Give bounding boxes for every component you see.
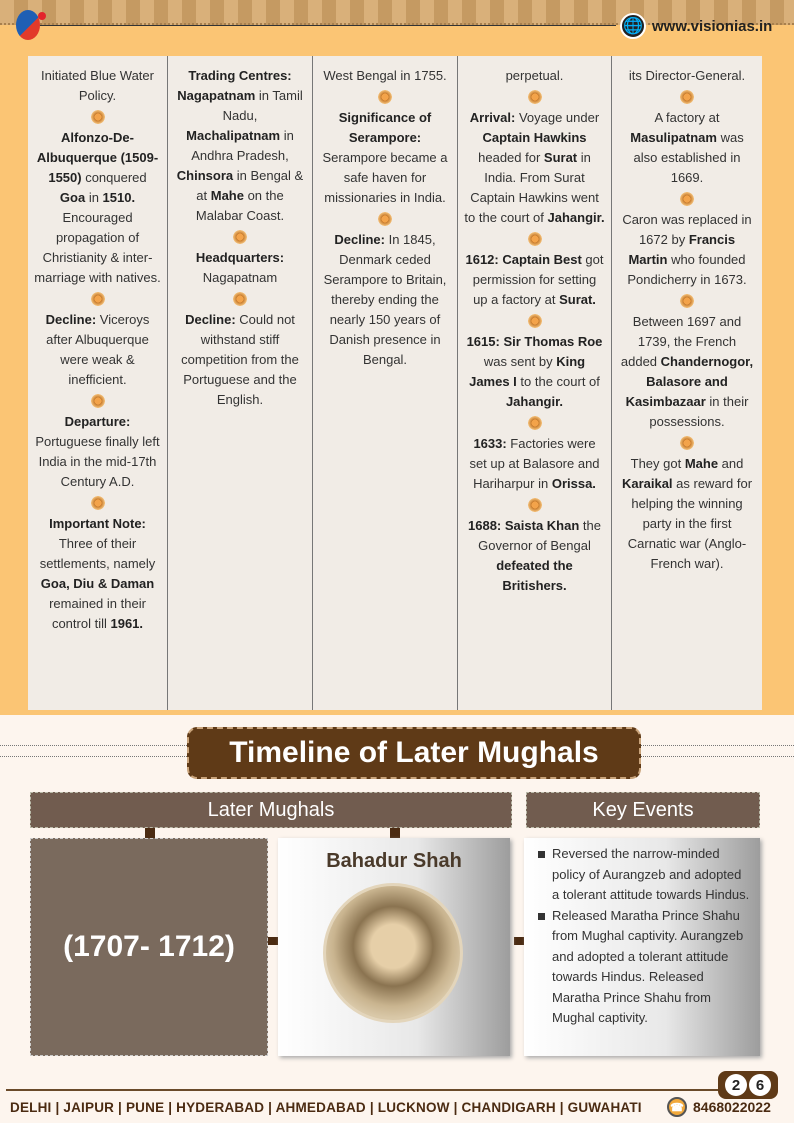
column-paragraph <box>464 516 605 596</box>
bold-text: Francis Martin <box>628 232 736 267</box>
bold-text: Important Note: <box>49 516 146 531</box>
key-events-header: Key Events <box>526 792 760 828</box>
city-list: DELHI | JAIPUR | PUNE | HYDERABAD | AHMEDABAD | LUCKNOW | CHANDIGARH | GUWAHATI <box>10 1100 642 1115</box>
ornament-icon <box>679 89 695 105</box>
ornament-icon <box>90 291 106 307</box>
column-paragraph <box>34 128 161 288</box>
text: In 1845, Denmark ceded Serampore to Britain, thereby ending the nearly 150 years of Danish presence in Bengal. <box>323 232 447 367</box>
ornament-icon <box>527 89 543 105</box>
ornament-icon <box>377 89 393 105</box>
column-french <box>612 56 762 710</box>
dotted-divider-right <box>641 745 794 757</box>
key-events-card <box>524 838 760 1056</box>
text: got permission for setting up a factory at <box>472 252 604 307</box>
connector <box>145 828 155 838</box>
bold-text: Karaikal <box>621 476 673 491</box>
column-paragraph <box>34 514 161 634</box>
ornament-icon <box>90 495 106 511</box>
header-rule <box>36 25 616 26</box>
text: perpetual. <box>505 68 564 83</box>
column-paragraph <box>464 66 605 86</box>
bold-text: Alfonzo-De-Albuquerque (1509-1550) <box>36 130 159 185</box>
text: Between 1697 and 1739, the French added <box>620 314 742 369</box>
bold-text: 1615: Sir Thomas Roe <box>466 334 603 349</box>
bold-text: Mahe <box>210 188 244 203</box>
bold-text: Mahe <box>684 456 719 471</box>
text: in their possessions. <box>649 394 749 429</box>
footer-rule <box>6 1089 726 1091</box>
bold-text: Orissa. <box>551 476 596 491</box>
section-title: Timeline of Later Mughals <box>187 727 641 779</box>
connector <box>514 937 524 945</box>
content-columns <box>28 56 762 710</box>
column-paragraph <box>618 66 756 86</box>
bold-text: Jahangir. <box>505 394 564 409</box>
bold-text: Decline: <box>334 232 385 247</box>
column-paragraph <box>618 312 756 432</box>
ornament-icon <box>527 313 543 329</box>
page-digit: 6 <box>749 1074 771 1096</box>
connector <box>390 828 400 838</box>
text: conquered <box>81 170 147 185</box>
text: Could not withstand stiff competition from the Portuguese and the English. <box>181 312 299 407</box>
event-item: Released Maratha Prince Shahu from Mughal captivity. Aurangzeb and adopted a tolerant attitude towards Hindus. Released Maratha Prince Shahu from Mughal captivity. <box>538 906 750 1029</box>
column-dutch <box>168 56 313 710</box>
events-list <box>524 838 760 1029</box>
connector <box>268 937 278 945</box>
text: headed for <box>478 150 544 165</box>
column-english <box>458 56 612 710</box>
bold-text: 1961. <box>110 616 144 631</box>
text: to the court of <box>516 374 600 389</box>
text: the Governor of Bengal <box>478 518 601 553</box>
column-paragraph <box>464 108 605 228</box>
column-paragraph <box>464 434 605 494</box>
text: Encouraged propagation of Christianity & inter-marriage with natives. <box>34 210 161 285</box>
text: in Andhra Pradesh, <box>191 128 294 163</box>
bold-text: defeated the Britishers. <box>496 558 573 593</box>
text: its Director-General. <box>628 68 746 83</box>
website-link[interactable] <box>620 13 772 39</box>
ornament-icon <box>679 435 695 451</box>
text: in Tamil Nadu, <box>222 88 303 123</box>
text: Factories were set up at Balasore and Hariharpur in <box>469 436 600 491</box>
bold-text: Decline: <box>185 312 236 327</box>
column-paragraph <box>34 66 161 106</box>
text: Nagapatnam <box>202 270 278 285</box>
bold-text: King James I <box>469 354 586 389</box>
text: They got <box>630 456 685 471</box>
bold-text: Trading Centres: Nagapatnam <box>177 68 292 103</box>
column-paragraph <box>319 108 451 208</box>
column-paragraph <box>618 108 756 188</box>
bold-text: 1688: Saista Khan <box>468 518 580 533</box>
bold-text: Machalipatnam <box>186 128 281 143</box>
ornament-icon <box>679 293 695 309</box>
page-digit: 2 <box>725 1074 747 1096</box>
ornament-icon <box>232 229 248 245</box>
bold-text: Chinsora <box>176 168 234 183</box>
text: Caron was replaced in 1672 by <box>622 212 752 247</box>
column-paragraph <box>174 248 306 288</box>
text: Initiated Blue Water Policy. <box>41 68 154 103</box>
bold-text: 1633: <box>473 436 507 451</box>
ornament-icon <box>377 211 393 227</box>
dotted-divider-left <box>0 745 187 757</box>
bold-text: Goa, Diu & Daman <box>40 576 155 591</box>
website-text: www.visionias.in <box>652 17 773 35</box>
column-paragraph <box>618 210 756 290</box>
ruler-name: Bahadur Shah <box>326 850 462 872</box>
text: in Bengal & at <box>196 168 304 203</box>
bold-text: Surat. <box>559 292 596 307</box>
ornament-icon <box>90 109 106 125</box>
text: A factory at <box>654 110 720 125</box>
text: was sent by <box>483 354 557 369</box>
column-paragraph <box>34 412 161 492</box>
column-paragraph <box>618 454 756 574</box>
ornament-icon <box>527 231 543 247</box>
text: Three of their settlements, namely <box>39 536 156 571</box>
bold-text: Departure: <box>64 414 131 429</box>
bold-text: Significance of Serampore: <box>338 110 432 145</box>
column-paragraph <box>174 66 306 226</box>
bold-text: 1612: Captain Best <box>465 252 582 267</box>
text: Viceroys after Albuquerque were weak & inefficient. <box>46 312 150 387</box>
ruler-portrait <box>323 883 463 1023</box>
bold-text: Headquarters: <box>195 250 285 265</box>
text: in India. From Surat Captain Hawkins went to the court of <box>464 150 599 225</box>
phone-contact[interactable] <box>667 1097 771 1117</box>
column-portuguese <box>28 56 168 710</box>
bold-text: Goa <box>59 190 86 205</box>
ornament-icon <box>232 291 248 307</box>
column-paragraph <box>319 230 451 370</box>
bold-text: Chandernogor, Balasore and Kasimbazaar <box>625 354 754 409</box>
ruler-card <box>278 838 510 1056</box>
page-number <box>718 1071 778 1099</box>
logo-dot <box>38 12 46 20</box>
ornament-icon <box>527 497 543 513</box>
column-paragraph <box>174 310 306 410</box>
text: who founded Pondicherry in 1673. <box>627 252 747 287</box>
event-item: Reversed the narrow-minded policy of Aurangzeb and adopted a tolerant attitude towards Hindus. <box>538 844 750 906</box>
column-paragraph <box>464 332 605 412</box>
bold-text: Surat <box>543 150 578 165</box>
column-danish <box>313 56 458 710</box>
bold-text: Jahangir. <box>547 210 605 225</box>
text: West Bengal in 1755. <box>323 68 447 83</box>
phone-number: 8468022022 <box>693 1099 771 1115</box>
globe-icon: 🌐 <box>620 13 646 39</box>
phone-icon: ☎ <box>667 1097 687 1117</box>
bold-text: Decline: <box>45 312 97 327</box>
text: and <box>718 456 744 471</box>
bold-text: Arrival: <box>469 110 516 125</box>
text: as reward for helping the winning party in the first Carnatic war (Anglo-French war). <box>627 476 753 571</box>
bold-text: 1510. <box>102 190 136 205</box>
bold-text: Captain Hawkins <box>482 130 587 145</box>
later-mughals-header: Later Mughals <box>30 792 512 828</box>
text: was also established in 1669. <box>633 130 744 185</box>
bold-text: Masulipatnam <box>630 130 717 145</box>
vision-logo <box>16 10 40 40</box>
ornament-icon <box>527 415 543 431</box>
text: Serampore became a safe haven for missionaries in India. <box>322 150 448 205</box>
text: in <box>85 190 103 205</box>
column-paragraph <box>464 250 605 310</box>
text: Portuguese finally left India in the mid-17th Century A.D. <box>35 434 160 489</box>
text: Voyage under <box>515 110 600 125</box>
column-paragraph <box>319 66 451 86</box>
column-paragraph <box>34 310 161 390</box>
reign-period: (1707- 1712) <box>30 838 268 1056</box>
ornament-icon <box>679 191 695 207</box>
text: on the Malabar Coast. <box>195 188 285 223</box>
text: remained in their control till <box>49 596 146 631</box>
ornament-icon <box>90 393 106 409</box>
